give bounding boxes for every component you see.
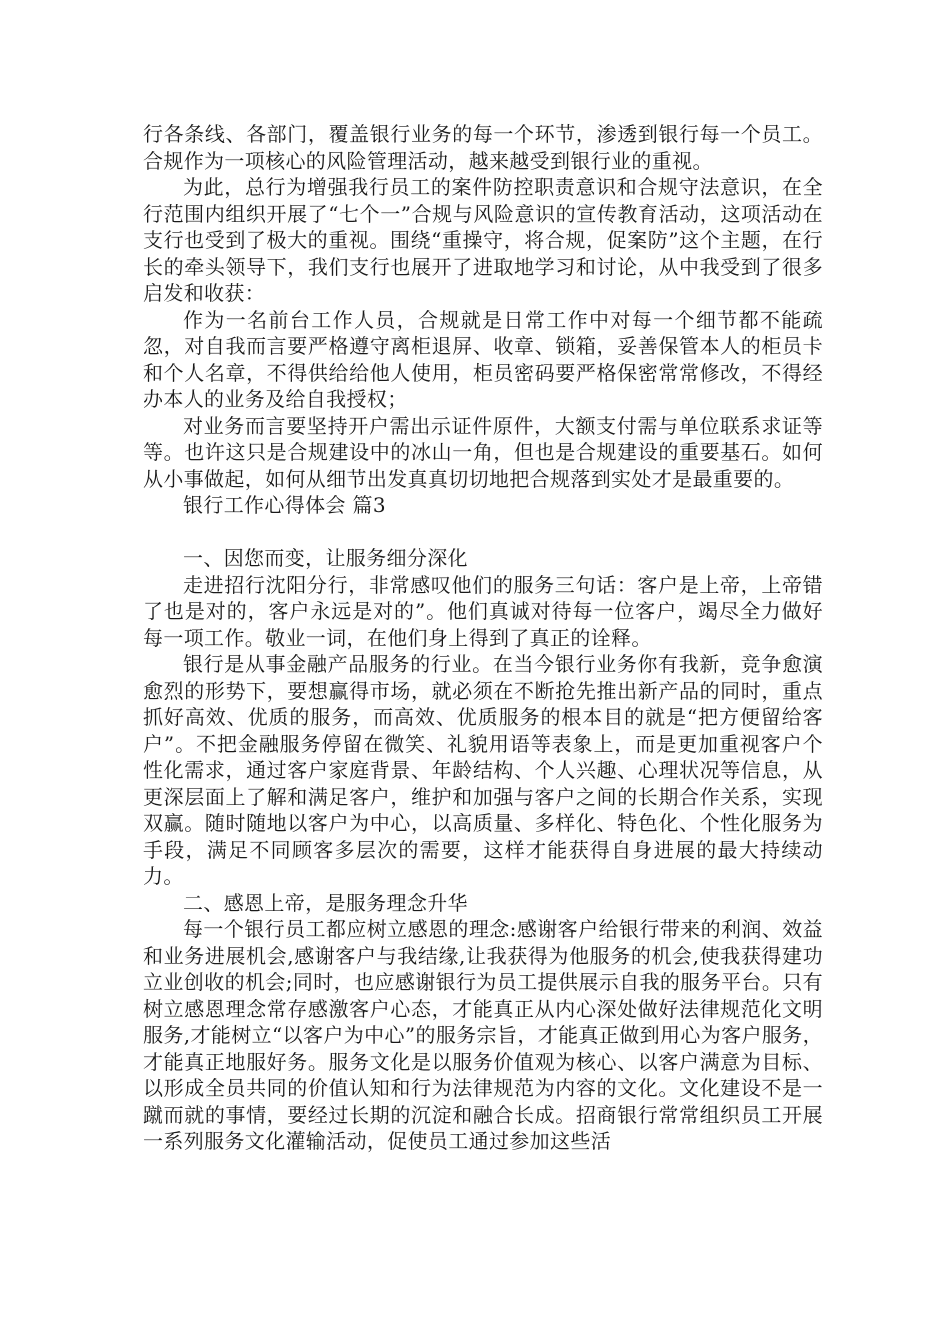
paragraph-training-activity: 为此，总行为增强我行员工的案件防控职责意识和合规守法意识，在全行范围内组织开展了“七个一”合规与风险意识的宣传教育活动，这项活动在支行也受到了极大的重视。围绕“重操守，将合规，促案防”这个主题，在行长的牵头领导下，我们支行也展开了进取地学习和讨论，从中我受到了很多启发和收获： (143, 175, 823, 305)
paragraph-continued: 行各条线、各部门，覆盖银行业务的每一个环节，渗透到银行每一个员工。合规作为一项核心的风险管理活动，越来越受到银行业的重视。 (143, 122, 823, 173)
paragraph-gratitude: 每一个银行员工都应树立感恩的理念:感谢客户给银行带来的利润、效益和业务进展机会,感谢客户与我结缘,让我获得为他服务的机会,使我获得建功立业创收的机会;同时，也应感谢银行为员工提供展示自我的服务平台。只有树立感恩理念常存感激客户心态，才能真正从内心深处做好法律规范化文明服务,才能树立“以客户为中心”的服务宗旨，才能真正做到用心为客户服务，才能真正地服好务。服务文化是以服务价值观为核心、以客户满意为目标、以形成全员共同的价值认知和行为法律规范为内容的文化。文化建设不是一蹴而就的事情，要经过长期的沉淀和融合长成。招商银行常常组织员工开展一系列服务文化灌输活动，促使员工通过参加这些活 (143, 917, 823, 1153)
subheading-one: 一、因您而变，让服务细分深化 (183, 546, 468, 570)
paragraph-business-compliance: 对业务而言要坚持开户需出示证件原件，大额支付需与单位联系求证等等。也许这只是合规建设中的冰山一角，但也是合规建设的重要基石。如何从小事做起，如何从细节出发真真切切地把合规落到实处才是最重要的。 (143, 413, 823, 491)
blank-line (143, 519, 823, 546)
subheading-two: 二、感恩上帝，是服务理念升华 (183, 890, 468, 915)
section-title: 银行工作心得体会 篇3 (183, 493, 386, 517)
paragraph-shenyang-branch: 走进招行沈阳分行，非常感叹他们的服务三句话：客户是上帝，上帝错了也是对的，客户永远是对的”。他们真诚对待每一位客户，竭尽全力做好每一项工作。敬业一词，在他们身上得到了真正的诠释。 (143, 572, 823, 650)
paragraph-financial-service: 银行是从事金融产品服务的行业。在当今银行业务你有我新，竞争愈演愈烈的形势下，要想赢得市场，就必须在不断抢先推出新产品的同时，重点抓好高效、优质的服务，而高效、优质服务的根本目的就是“把方便留给客户”。不把金融服务停留在微笑、礼貌用语等表象上，而是更加重视客户个性化需求，通过客户家庭背景、年龄结构、个人兴趣、心理状况等信息，从更深层面上了解和满足客户，维护和加强与客户之间的长期合作关系，实现双赢。随时随地以客户为中心，以高质量、多样化、特色化、个性化服务为手段，满足不同顾客多层次的需要，这样才能获得自身进展的最大持续动力。 (143, 652, 823, 888)
paragraph-front-desk: 作为一名前台工作人员，合规就是日常工作中对每一个细节都不能疏忽，对自我而言要严格遵守离柜退屏、收章、锁箱，妥善保管本人的柜员卡和个人名章，不得供给给他人使用，柜员密码要严格保密常常修改，不得经办本人的业务及给自我授权； (143, 307, 823, 411)
document-page (143, 121, 823, 1155)
